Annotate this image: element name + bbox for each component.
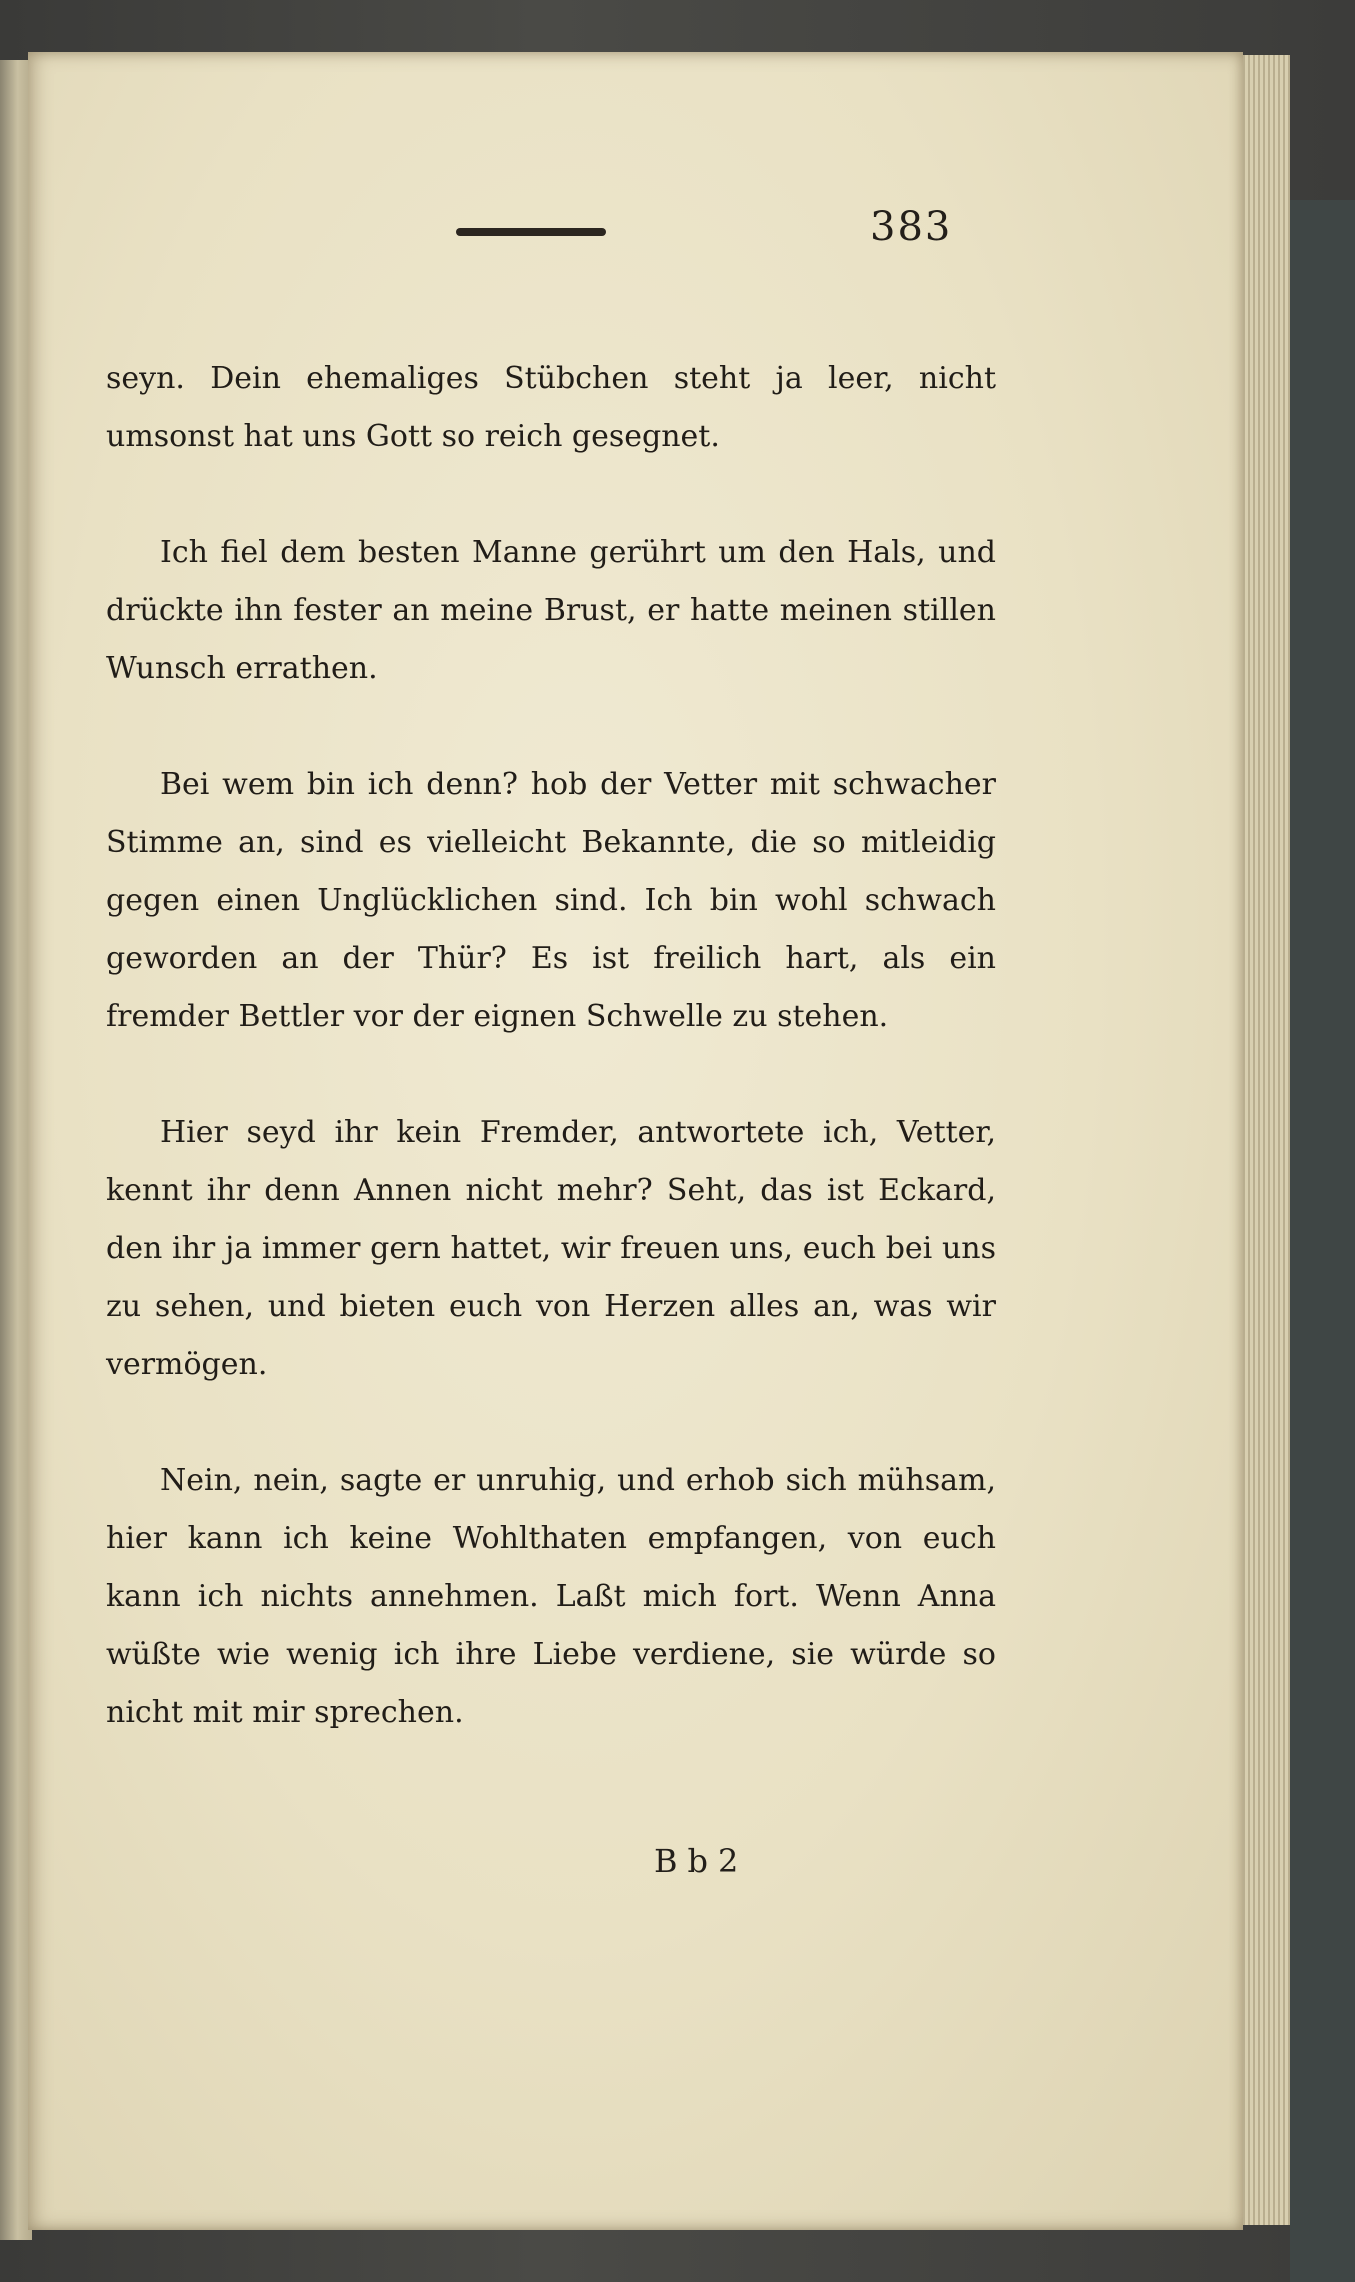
paragraph: Bei wem bin ich denn? hob der Vetter mit schwacher Stimme an, sind es vielleicht Bekannte, die so mitleidig gegen einen Unglücklichen sind. Ich bin wohl schwach geworden an der Thür? Es ist freilich hart, als ein fremder Bettler vor der eignen Schwelle zu stehen. — [106, 767, 996, 1034]
page-number: 383 — [870, 204, 953, 250]
paragraph: Nein, nein, sagte er unruhig, und erhob sich mühsam, hier kann ich keine Wohlthaten empfangen, von euch kann ich nichts annehmen. Laßt mich fort. Wenn Anna wüßte wie wenig ich ihre Liebe verdiene, sie würde so nicht mit mir sprechen. — [106, 1463, 996, 1730]
printer-signature-mark: Bb2 — [654, 1842, 749, 1880]
header-rule — [456, 228, 606, 236]
paragraph: Hier seyd ihr kein Fremder, antwortete ich, Vetter, kennt ihr denn Annen nicht mehr? Seht, das ist Eckard, den ihr ja immer gern hattet, wir freuen uns, euch bei uns zu sehen, und bieten euch von Herzen alles an, was wir vermögen. — [106, 1115, 996, 1382]
body-text — [106, 350, 996, 1800]
book-page — [28, 52, 1243, 2230]
paragraph: Ich fiel dem besten Manne gerührt um den Hals, und drückte ihn fester an meine Brust, er hatte meinen stillen Wunsch errathen. — [106, 535, 996, 686]
book-cover-board — [1290, 200, 1355, 2282]
paragraph: seyn. Dein ehemaliges Stübchen steht ja leer, nicht umsonst hat uns Gott so reich gesegnet. — [106, 361, 996, 454]
